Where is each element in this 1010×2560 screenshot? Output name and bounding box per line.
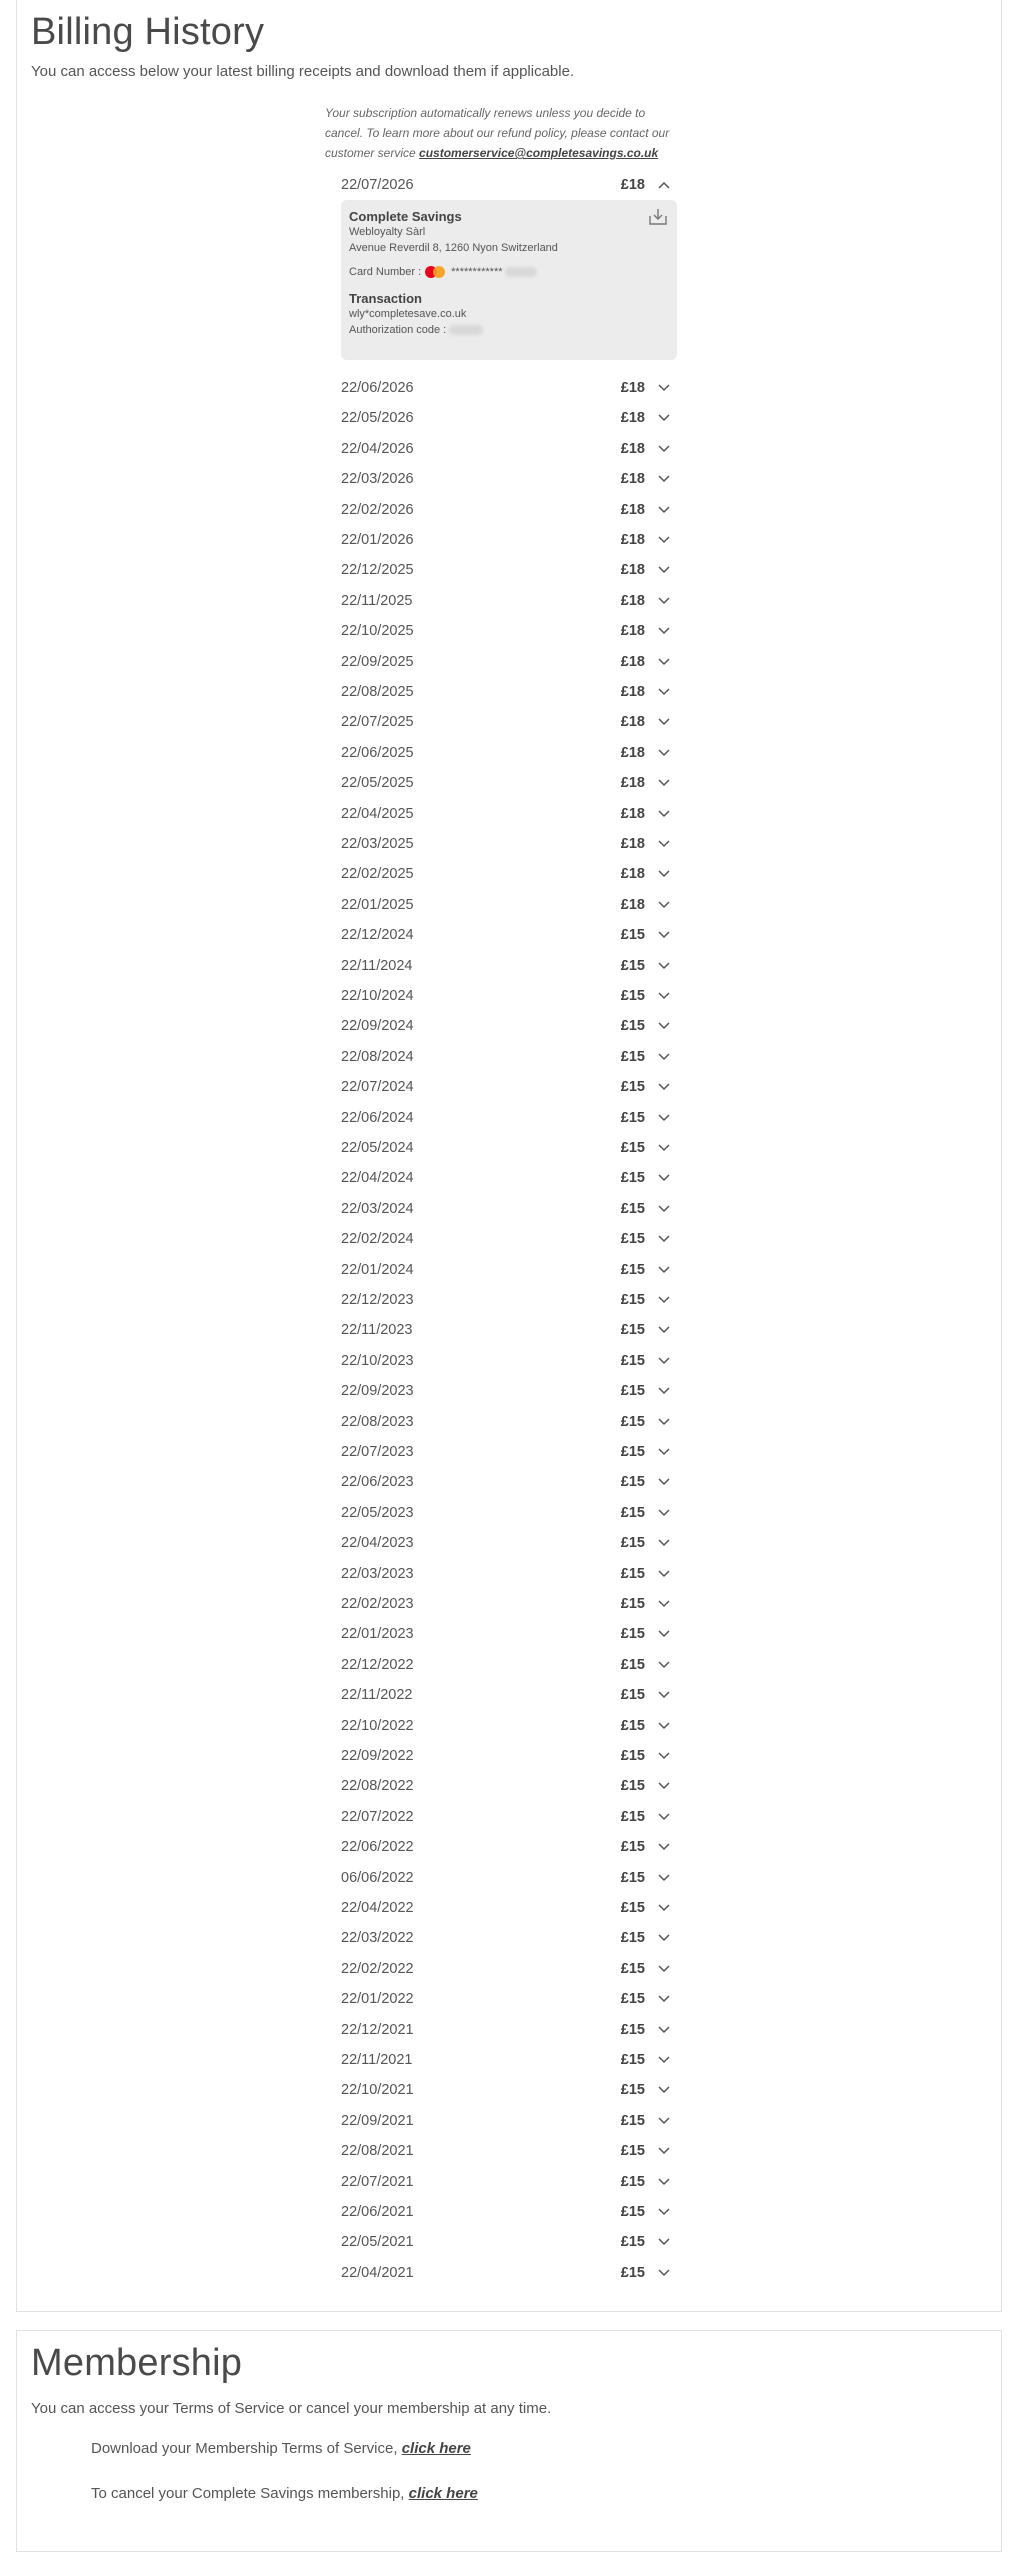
billing-row[interactable] <box>341 1163 671 1193</box>
billing-row[interactable] <box>341 1863 671 1893</box>
billing-row-amount: £15 <box>620 927 645 944</box>
billing-row-date: 22/06/2022 <box>341 1839 414 1856</box>
billing-row[interactable] <box>341 1589 671 1619</box>
billing-row-amount: £15 <box>620 1869 645 1886</box>
chevron-down-icon[interactable] <box>657 624 671 638</box>
membership-title: Membership <box>31 2342 243 2384</box>
billing-row-amount: £18 <box>620 501 645 518</box>
billing-row-amount: £15 <box>620 1596 645 1612</box>
billing-row-amount: £15 <box>620 1960 645 1977</box>
mastercard-logo <box>425 265 447 279</box>
billing-row[interactable] <box>341 1194 671 1224</box>
billing-row-amount: £15 <box>620 2173 645 2190</box>
authorization-redacted <box>449 325 483 335</box>
chevron-down-icon[interactable] <box>657 411 671 425</box>
billing-row-amount: £18 <box>620 410 645 427</box>
billing-row-date: 22/10/2025 <box>341 623 414 640</box>
billing-row-amount: £15 <box>620 1109 645 1126</box>
billing-row[interactable] <box>341 1559 671 1589</box>
billing-row-amount: £15 <box>620 1231 645 1248</box>
billing-row-date: 22/06/2021 <box>341 2204 414 2220</box>
billing-row-date: 22/06/2025 <box>341 744 414 761</box>
billing-row-amount: £15 <box>620 1930 645 1947</box>
billing-row[interactable] <box>341 1376 671 1406</box>
billing-row[interactable] <box>341 1771 671 1801</box>
chevron-down-icon[interactable] <box>657 1536 671 1550</box>
chevron-down-icon[interactable] <box>657 1962 671 1976</box>
card-number-masked: ************ <box>451 266 503 278</box>
chevron-down-icon[interactable] <box>657 2053 671 2067</box>
receipt-transaction-title: Transaction <box>349 291 422 306</box>
chevron-down-icon[interactable] <box>657 1749 671 1763</box>
chevron-down-icon[interactable] <box>657 1901 671 1915</box>
billing-row[interactable] <box>341 951 671 981</box>
billing-row[interactable] <box>341 1407 671 1437</box>
billing-row-amount: £18 <box>620 775 645 792</box>
billing-row-date: 22/12/2025 <box>341 562 414 579</box>
billing-row[interactable] <box>341 1437 671 1467</box>
receipt-company: Complete Savings <box>349 209 462 224</box>
billing-row-amount: £15 <box>620 1170 645 1187</box>
chevron-down-icon[interactable] <box>657 472 671 486</box>
billing-row[interactable] <box>341 829 671 859</box>
billing-row-amount: £15 <box>620 1292 645 1308</box>
chevron-down-icon[interactable] <box>657 1567 671 1581</box>
chevron-down-icon[interactable] <box>657 1263 671 1277</box>
billing-row-date: 22/11/2021 <box>341 2052 413 2068</box>
billing-row-date: 22/05/2026 <box>341 410 414 427</box>
billing-row-date: 22/07/2025 <box>341 714 414 731</box>
billing-row-date: 22/07/2026 <box>341 177 414 193</box>
billing-row[interactable] <box>341 981 671 1011</box>
billing-row[interactable] <box>341 1619 671 1649</box>
chevron-down-icon[interactable] <box>657 594 671 608</box>
billing-row[interactable] <box>341 1954 671 1984</box>
billing-row-amount: £18 <box>620 836 645 852</box>
billing-row-date: 22/06/2023 <box>341 1474 414 1491</box>
billing-row-amount: £15 <box>620 2082 645 2099</box>
billing-row-date: 22/03/2022 <box>341 1930 414 1947</box>
receipt-details <box>341 200 677 360</box>
chevron-down-icon[interactable] <box>657 1415 671 1429</box>
chevron-down-icon[interactable] <box>657 1202 671 1216</box>
billing-row-date: 22/11/2022 <box>341 1687 413 1704</box>
cancel-membership-line <box>91 2485 478 2502</box>
chevron-down-icon[interactable] <box>657 746 671 760</box>
billing-row[interactable] <box>341 1224 671 1254</box>
chevron-down-icon[interactable] <box>657 503 671 517</box>
billing-row-amount: £15 <box>620 1352 645 1369</box>
billing-row-amount: £15 <box>620 1748 645 1764</box>
billing-row-date: 22/08/2023 <box>341 1413 414 1430</box>
billing-row-amount: £15 <box>620 1079 645 1096</box>
billing-row-amount: £18 <box>620 471 645 488</box>
billing-row[interactable] <box>341 555 671 585</box>
renewal-notice-text: Your subscription automatically renews unless you decide to cancel. To learn more about our refund policy, please contact our customer service <box>325 106 670 160</box>
chevron-down-icon[interactable] <box>657 1323 671 1337</box>
billing-history-title: Billing History <box>31 11 265 53</box>
billing-row-amount: £15 <box>620 1018 645 1035</box>
billing-row-amount: £15 <box>620 1200 645 1217</box>
billing-row-amount: £15 <box>620 2052 645 2068</box>
billing-row-date: 22/04/2025 <box>341 805 414 822</box>
download-icon[interactable] <box>648 207 668 227</box>
billing-row-amount: £15 <box>620 1808 645 1825</box>
billing-row[interactable] <box>341 647 671 677</box>
billing-row-date: 22/04/2021 <box>341 2264 414 2281</box>
billing-row[interactable] <box>341 2258 671 2288</box>
billing-row[interactable] <box>341 1315 671 1345</box>
billing-row[interactable] <box>341 799 671 829</box>
billing-row[interactable] <box>341 2197 671 2227</box>
billing-row-date: 22/02/2025 <box>341 866 414 883</box>
billing-row-amount: £18 <box>620 896 645 913</box>
billing-row-amount: £18 <box>620 714 645 731</box>
billing-row-amount: £15 <box>620 1048 645 1065</box>
billing-row[interactable] <box>341 1802 671 1832</box>
receipt-address: Avenue Reverdil 8, 1260 Nyon Switzerland <box>349 242 558 254</box>
chevron-down-icon[interactable] <box>657 2266 671 2280</box>
billing-row[interactable] <box>341 1923 671 1953</box>
billing-row-date: 22/01/2025 <box>341 896 414 913</box>
billing-row-date: 22/10/2022 <box>341 1717 414 1734</box>
billing-row-amount: £18 <box>620 440 645 457</box>
billing-row-amount: £18 <box>620 684 645 700</box>
chevron-down-icon[interactable] <box>657 837 671 851</box>
terms-of-service-line <box>91 2440 471 2457</box>
chevron-down-icon[interactable] <box>657 715 671 729</box>
chevron-down-icon[interactable] <box>657 776 671 790</box>
billing-row[interactable] <box>341 2075 671 2105</box>
billing-row-amount: £15 <box>620 1504 645 1521</box>
chevron-down-icon[interactable] <box>657 533 671 547</box>
billing-row-amount: £15 <box>620 1474 645 1491</box>
chevron-down-icon[interactable] <box>657 2144 671 2158</box>
chevron-down-icon[interactable] <box>657 1506 671 1520</box>
billing-row[interactable] <box>341 2045 671 2075</box>
billing-row[interactable] <box>341 1741 671 1771</box>
billing-row[interactable] <box>341 1467 671 1497</box>
billing-row[interactable] <box>341 1042 671 1072</box>
billing-row[interactable] <box>341 1650 671 1680</box>
billing-row-amount: £15 <box>620 1322 645 1339</box>
chevron-down-icon[interactable] <box>657 1719 671 1733</box>
billing-row-date: 06/06/2022 <box>341 1869 414 1886</box>
billing-row-date: 22/09/2022 <box>341 1748 414 1764</box>
billing-row-amount: £15 <box>620 1656 645 1673</box>
billing-row-date: 22/08/2022 <box>341 1778 414 1795</box>
billing-row[interactable] <box>341 859 671 889</box>
billing-row[interactable] <box>341 1984 671 2014</box>
billing-row-date: 22/10/2021 <box>341 2082 414 2099</box>
chevron-down-icon[interactable] <box>657 1384 671 1398</box>
billing-history-intro: You can access below your latest billing receipts and download them if applicable. <box>31 63 575 80</box>
cancel-click-here-link[interactable]: click here <box>408 2485 478 2502</box>
chevron-down-icon[interactable] <box>657 1293 671 1307</box>
chevron-down-icon[interactable] <box>657 867 671 881</box>
billing-row-date: 22/05/2023 <box>341 1504 414 1521</box>
chevron-down-icon[interactable] <box>657 1111 671 1125</box>
chevron-down-icon[interactable] <box>657 2235 671 2249</box>
billing-row-date: 22/12/2022 <box>341 1656 414 1673</box>
billing-row-amount: £18 <box>620 592 645 609</box>
billing-row-date: 22/08/2024 <box>341 1048 414 1065</box>
billing-row-date: 22/01/2023 <box>341 1626 414 1643</box>
billing-row-date: 22/05/2021 <box>341 2234 414 2251</box>
billing-row-amount: £15 <box>620 2264 645 2281</box>
chevron-down-icon[interactable] <box>657 2083 671 2097</box>
billing-row-amount: £18 <box>620 866 645 883</box>
chevron-down-icon[interactable] <box>657 989 671 1003</box>
chevron-down-icon[interactable] <box>657 1171 671 1185</box>
billing-row-date: 22/12/2021 <box>341 2021 414 2038</box>
billing-row[interactable] <box>341 1346 671 1376</box>
authorization-label: Authorization code : <box>349 324 447 336</box>
billing-row[interactable] <box>341 890 671 920</box>
billing-row-date: 22/04/2024 <box>341 1170 414 1187</box>
billing-row-date: 22/02/2026 <box>341 501 414 518</box>
billing-row-amount: £18 <box>620 380 645 396</box>
billing-row[interactable] <box>341 586 671 616</box>
billing-row-date: 22/05/2024 <box>341 1140 414 1156</box>
billing-row-expanded[interactable] <box>341 170 671 200</box>
billing-row[interactable] <box>341 616 671 646</box>
billing-row[interactable] <box>341 2106 671 2136</box>
billing-row-date: 22/01/2022 <box>341 1991 414 2008</box>
billing-row[interactable] <box>341 1528 671 1558</box>
billing-row-amount: £15 <box>620 2234 645 2251</box>
billing-row-amount: £15 <box>620 2021 645 2038</box>
chevron-down-icon[interactable] <box>657 1445 671 1459</box>
billing-row-amount: £18 <box>620 532 645 548</box>
chevron-down-icon[interactable] <box>657 1931 671 1945</box>
terms-text: Download your Membership Terms of Service, <box>91 2440 402 2457</box>
billing-row-date: 22/03/2023 <box>341 1565 414 1582</box>
card-number-redacted <box>505 267 537 277</box>
cancel-text: To cancel your Complete Savings membership, <box>91 2485 409 2502</box>
billing-row[interactable] <box>341 2136 671 2166</box>
membership-intro: You can access your Terms of Service or cancel your membership at any time. <box>31 2400 552 2417</box>
billing-row-date: 22/09/2025 <box>341 653 414 670</box>
billing-row[interactable] <box>341 707 671 737</box>
billing-row-date: 22/07/2022 <box>341 1808 414 1825</box>
billing-row[interactable] <box>341 1255 671 1285</box>
billing-row[interactable] <box>341 1133 671 1163</box>
chevron-down-icon[interactable] <box>657 807 671 821</box>
billing-row-date: 22/09/2021 <box>341 2112 414 2129</box>
billing-row-amount: £18 <box>620 177 645 193</box>
billing-row[interactable] <box>341 2015 671 2045</box>
billing-row-date: 22/07/2024 <box>341 1079 414 1096</box>
receipt-authorization <box>349 322 669 338</box>
chevron-down-icon[interactable] <box>657 381 671 395</box>
chevron-up-icon[interactable] <box>657 178 671 192</box>
chevron-down-icon[interactable] <box>657 1688 671 1702</box>
chevron-down-icon[interactable] <box>657 1871 671 1885</box>
billing-row-amount: £15 <box>620 1687 645 1704</box>
billing-row[interactable] <box>341 1103 671 1133</box>
receipt-card-number <box>349 265 669 279</box>
chevron-down-icon[interactable] <box>657 1080 671 1094</box>
chevron-down-icon[interactable] <box>657 1475 671 1489</box>
receipt-descriptor: wly*completesave.co.uk <box>349 308 467 320</box>
chevron-down-icon[interactable] <box>657 1992 671 2006</box>
billing-row-amount: £15 <box>620 1991 645 2008</box>
chevron-down-icon[interactable] <box>657 1019 671 1033</box>
billing-row-amount: £15 <box>620 1383 645 1400</box>
billing-row-amount: £18 <box>620 805 645 822</box>
billing-row[interactable] <box>341 495 671 525</box>
billing-row[interactable] <box>341 738 671 768</box>
billing-row-date: 22/02/2024 <box>341 1231 414 1248</box>
billing-row-amount: £15 <box>620 1261 645 1278</box>
chevron-down-icon[interactable] <box>657 655 671 669</box>
billing-row-amount: £15 <box>620 957 645 974</box>
billing-row-amount: £15 <box>620 1140 645 1156</box>
billing-row-amount: £15 <box>620 1717 645 1734</box>
billing-row-date: 22/04/2026 <box>341 440 414 457</box>
billing-row[interactable] <box>341 2227 671 2257</box>
chevron-down-icon[interactable] <box>657 442 671 456</box>
billing-row-date: 22/07/2021 <box>341 2173 414 2190</box>
billing-row[interactable] <box>341 2167 671 2197</box>
chevron-down-icon[interactable] <box>657 1810 671 1824</box>
billing-row-date: 22/03/2024 <box>341 1200 414 1217</box>
billing-row-amount: £18 <box>620 744 645 761</box>
billing-row[interactable] <box>341 525 671 555</box>
billing-row[interactable] <box>341 1832 671 1862</box>
billing-row-amount: £15 <box>620 1900 645 1916</box>
chevron-down-icon[interactable] <box>657 2175 671 2189</box>
billing-row-date: 22/03/2026 <box>341 471 414 488</box>
billing-row[interactable] <box>341 1072 671 1102</box>
billing-row[interactable] <box>341 373 671 403</box>
card-number-label: Card Number : <box>349 266 422 278</box>
billing-row-date: 22/08/2025 <box>341 684 414 700</box>
billing-row-date: 22/04/2023 <box>341 1535 414 1552</box>
chevron-down-icon[interactable] <box>657 563 671 577</box>
chevron-down-icon[interactable] <box>657 2023 671 2037</box>
billing-row[interactable] <box>341 1680 671 1710</box>
billing-row-amount: £15 <box>620 2143 645 2160</box>
billing-row-date: 22/05/2025 <box>341 775 414 792</box>
billing-row-amount: £15 <box>620 1413 645 1430</box>
billing-row-date: 22/12/2024 <box>341 927 414 944</box>
receipt-entity: Webloyalty Sàrl <box>349 226 426 238</box>
chevron-down-icon[interactable] <box>657 685 671 699</box>
chevron-down-icon[interactable] <box>657 1141 671 1155</box>
billing-row-amount: £18 <box>620 562 645 579</box>
billing-row[interactable] <box>341 768 671 798</box>
chevron-down-icon[interactable] <box>657 959 671 973</box>
billing-row-date: 22/04/2022 <box>341 1900 414 1916</box>
chevron-down-icon[interactable] <box>657 1658 671 1672</box>
billing-row[interactable] <box>341 920 671 950</box>
chevron-down-icon[interactable] <box>657 2114 671 2128</box>
billing-row[interactable] <box>341 1893 671 1923</box>
billing-row-date: 22/08/2021 <box>341 2143 414 2160</box>
billing-row-date: 22/12/2023 <box>341 1292 414 1308</box>
billing-row-amount: £15 <box>620 1778 645 1795</box>
billing-row[interactable] <box>341 1285 671 1315</box>
billing-row-date: 22/07/2023 <box>341 1444 414 1460</box>
billing-row-amount: £15 <box>620 2204 645 2220</box>
billing-row-amount: £15 <box>620 988 645 1004</box>
billing-row-date: 22/02/2023 <box>341 1596 414 1612</box>
chevron-down-icon[interactable] <box>657 1779 671 1793</box>
billing-row-date: 22/11/2023 <box>341 1322 413 1339</box>
billing-row-amount: £18 <box>620 623 645 640</box>
billing-row[interactable] <box>341 677 671 707</box>
billing-row-date: 22/10/2024 <box>341 988 414 1004</box>
billing-row-date: 22/09/2023 <box>341 1383 414 1400</box>
customer-service-email-link[interactable]: customerservice@completesavings.co.uk <box>419 146 659 160</box>
billing-row[interactable] <box>341 403 671 433</box>
billing-row[interactable] <box>341 1498 671 1528</box>
billing-row-amount: £15 <box>620 2112 645 2129</box>
chevron-down-icon[interactable] <box>657 1840 671 1854</box>
billing-row-date: 22/03/2025 <box>341 836 414 852</box>
billing-row-amount: £15 <box>620 1565 645 1582</box>
billing-row-date: 22/01/2026 <box>341 532 414 548</box>
billing-row-date: 22/10/2023 <box>341 1352 414 1369</box>
terms-click-here-link[interactable]: click here <box>401 2440 471 2457</box>
billing-row-date: 22/09/2024 <box>341 1018 414 1035</box>
billing-row-date: 22/06/2026 <box>341 380 414 396</box>
billing-row-date: 22/06/2024 <box>341 1109 414 1126</box>
chevron-down-icon[interactable] <box>657 1354 671 1368</box>
chevron-down-icon[interactable] <box>657 1627 671 1641</box>
billing-row-amount: £15 <box>620 1535 645 1552</box>
billing-row[interactable] <box>341 464 671 494</box>
chevron-down-icon[interactable] <box>657 928 671 942</box>
renewal-notice <box>325 103 685 163</box>
chevron-down-icon[interactable] <box>657 2205 671 2219</box>
chevron-down-icon[interactable] <box>657 1597 671 1611</box>
billing-row[interactable] <box>341 1011 671 1041</box>
chevron-down-icon[interactable] <box>657 1232 671 1246</box>
billing-row-amount: £18 <box>620 653 645 670</box>
billing-row-date: 22/01/2024 <box>341 1261 414 1278</box>
billing-row-date: 22/11/2024 <box>341 957 413 974</box>
chevron-down-icon[interactable] <box>657 1050 671 1064</box>
billing-row-date: 22/11/2025 <box>341 592 413 609</box>
billing-row-amount: £15 <box>620 1839 645 1856</box>
billing-row[interactable] <box>341 434 671 464</box>
chevron-down-icon[interactable] <box>657 898 671 912</box>
billing-row-amount: £15 <box>620 1444 645 1460</box>
billing-row-amount: £15 <box>620 1626 645 1643</box>
billing-row[interactable] <box>341 1711 671 1741</box>
billing-row-date: 22/02/2022 <box>341 1960 414 1977</box>
